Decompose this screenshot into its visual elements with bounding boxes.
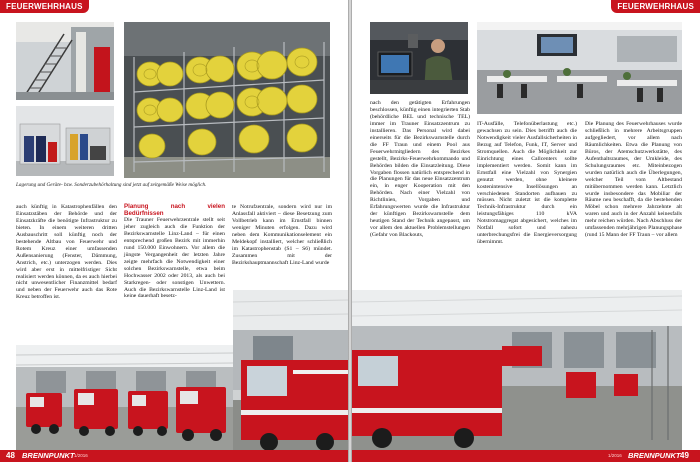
left-column-3-text: te Notrufzentrale, sondern wird nur im Anlassfall aktiviert – diese Besetzung zum Vollbetrieb kann im Ernstfall binnen weniger Minuten erfolgen. Dazu wird neben dem Kommunikationselement ein Meldekopf installiert, welcher schließlich im Katastrophenstab (S1 – S6) mündet. Zusammen mit der Bezirkshauptmannschaft Linz-Land wurde bbox=[232, 204, 332, 266]
right-column-3-text: Die Planung des Feuerwehrhauses wurde schließlich in mehrere Arbeitsgruppen aufgegliedert, vor allem nach Räumlichkeiten. Etwa die Planung von Büros, der Atemschutzwerkstätte, des Aufenthaltsraumes, der Umkleide, des Schulungsraumes etc. Miteinbezogen wurden natürlich auch die Überlegungen, welcher Teil vom Altbestand mitübernommen werden kann. Letztlich wurde insbesondere das Mobiliar der Räume neu beschafft, da die bestehenden Möbel schon mehrere Jahrzehnte alt waren und auch in der Anzahl keinesfalls mehr reichen würden. Nach Abschluss der umfassenden mehrjährigen Planungsphase (rund 15 Mann der FF Traun – vor allem bbox=[585, 121, 682, 239]
right-issue: 1/2016 bbox=[608, 453, 622, 458]
photo-caption: Lagerung und Geräte- bzw. Sonderzubehörhaltung sind jetzt auf zeitgemäße Weise möglich. bbox=[16, 182, 207, 188]
photo-control-room bbox=[370, 22, 468, 94]
subheading: Planung nach vielen Bedürfnissen bbox=[124, 203, 225, 217]
right-column-3 bbox=[585, 121, 682, 239]
right-brand: BRENNPUNKT bbox=[628, 451, 681, 460]
left-column-3 bbox=[232, 204, 332, 267]
left-column-1-text: auch künftig in Katastrophenfällen den Einsatzstäben der Behörde und der Einsatzkräfte die benötigte Infrastruktur zu bieten. In einem weiteren dritten Ausbauschritt soll künftig noch der bestehende Altbau von Feuerwehr und Rotem Kreuz einer umfassenden Außensanierung (Fenster, Dämmung, Anstrich, etc.) unterzogen werden. Dies wird aber erst in mittelfristiger Sicht realisiert werden können, da es auch hierbei nicht unwesentlicher Finanzmittel bedarf und neben der Feuerwehr auch das Rote Kreuz betroffen ist. bbox=[16, 204, 117, 301]
section-label: FEUERWEHRHAUS bbox=[0, 0, 89, 13]
right-page bbox=[352, 0, 700, 462]
right-column-2 bbox=[477, 121, 577, 246]
right-column-1 bbox=[370, 100, 470, 239]
left-column-2-text: Die Trauner Feuerwehrzentrale stellt seit jeher zugleich auch die Funktion der Bezirkswarnstelle Linz-Land – für einen entsprechend großen Bezirk mit immerhin rund 150.000 Einwohnern. Vor allem die jüngste Vergangenheit der letzten Jahre zeigte mehrfach die Notwendigkeit einer solchen Bezirkswarnstelle, etwa beim Hochwasser 2002 oder 2013, als auch bei Starkregen- oder sonstigen Unwettern. Auch die Bezirkswarnstelle Linz-Land ist keine dauerhaft besetz- bbox=[124, 217, 225, 300]
photo-storage bbox=[16, 106, 114, 176]
left-brand: BRENNPUNKT bbox=[22, 451, 75, 460]
left-page bbox=[0, 0, 348, 462]
left-page-number: 48 bbox=[6, 451, 15, 460]
right-column-2-text: IT-Ausfälle, Telefonüberlastung etc.) gewachsen zu sein. Dies betrifft auch die Notwendigkeit vieler Ausfallsicherheiten in Bezug auf Telefon, Funk, IT, Server und Stromquellen. Auch die Möglichkeit zur Einrichtung eines Callcenters sollte implementiert werden. Somit kann im Ernstfall eine Vielzahl von Synergien genutzt werden, ohne kleinere kostenintensive Insellösungen an verschiedenen Standorten aufbauen zu müssen. Nicht zuletzt ist die komplette Technik-Infrastruktur durch ein leistungsfähiges 110 kVA Notstromaggregat abgesichert, welches im Notfall sofort und nahezu unterbrechungsfrei die Energieversorgung übernimmt. bbox=[477, 121, 577, 246]
left-issue: 1/2016 bbox=[74, 453, 88, 458]
right-footer bbox=[352, 450, 700, 462]
photo-training-room bbox=[477, 22, 682, 114]
photo-garage-right bbox=[352, 290, 682, 450]
photo-staircase bbox=[16, 22, 114, 100]
photo-hose-racks bbox=[124, 22, 330, 178]
photo-garage-center bbox=[233, 290, 348, 450]
section-label-right: FEUERWEHRHAUS bbox=[611, 0, 700, 13]
left-column-1 bbox=[16, 204, 117, 301]
left-footer bbox=[0, 450, 348, 462]
photo-garage-left bbox=[16, 345, 233, 450]
right-column-1-text: nach den getätigten Erfahrungen beschlossen, künftig einen integrierten Stab (behördliche BEL und technische TEL) immer im Trauner Einsatzzentrum zu installieren. Das Personal wird dabei einerseits für die Bezirkswarnstelle durch die FF Traun und einem Pool aus Feuerwehrmitgliedern des Bezirkes gestellt, Bezirks-Feuerwehrkommando und Behörden bilden die Einsatzleitung. Diese Vorgaben flossen natürlich entsprechend in die Planungen für das neue Einsatzzentrum ein, in enger Kooperation mit den Behörden. Nach einer Vielzahl von Richtlinien, Vorgaben und Erfahrungswerten wurde die Infrastruktur der künftigen Bezirkswarnstelle dem heutigen Stand der Technik angepasst, um vor allem den aktuellen Problemstellungen (Gefahr von Blackouts, bbox=[370, 100, 470, 239]
left-column-2 bbox=[124, 203, 225, 300]
right-page-number: 49 bbox=[680, 451, 689, 460]
